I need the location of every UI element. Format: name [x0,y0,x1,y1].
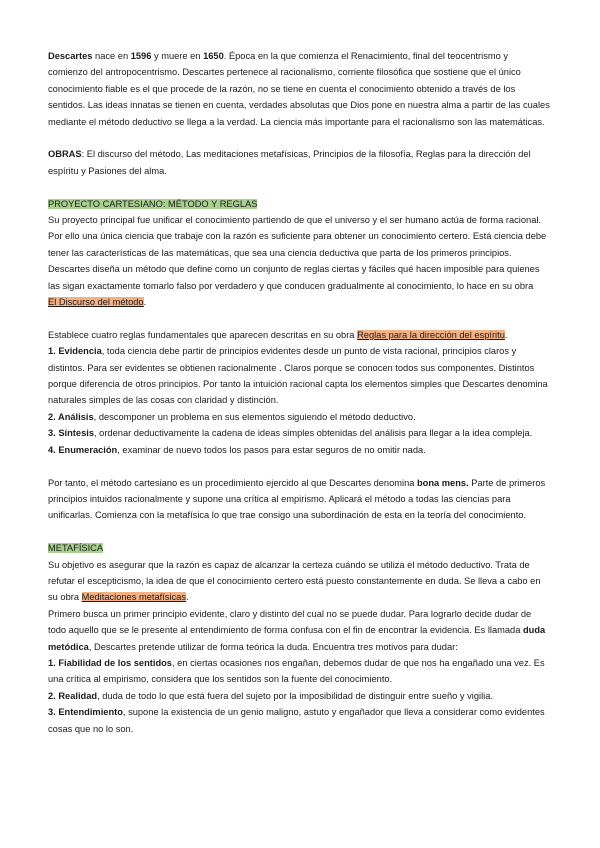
author-name: Descartes [48,51,93,61]
proyecto-paragraph-2: Descartes diseña un método que define como un conjunto de reglas ciertas y fáciles qué hacen imposible para quienes las sigan exactamente tomarlo falso por verdadero y que conducen gradualmente al conocimiento, lo hace en su obra El Discurso del método. [48,264,540,308]
reglas-intro: Establece cuatro reglas fundamentales que aparecen descritas en su obra Reglas para la dirección del espíritu. [48,329,508,340]
motive-item: 2. Realidad, duda de todo lo que está fuera del sujeto por la imposibilidad de distinguir entre sueño y vigilia. [48,690,493,701]
proyecto-conclusion: Por tanto, el método cartesiano es un procedimiento ejercido al que Descartes denomina bona mens. Parte de primeros principios intuidos racionalmente y supone una crítica al empirismo. Aplicará el método a todas las ciencias para unificarlas. Comienza con la metafísica lo que trae consigo una subordinación de esta en la teoría del conocimiento. [48,477,546,521]
intro-paragraph: Descartes nace en 1596 y muere en 1650. Época en la que comienza el Renacimiento, final del teocentrismo y comienzo del antropocentrismo. Descartes pertenece al racionalismo, corriente filosófica que sostiene que el único conocimiento fiable es el que procede de la razón, no se tiene en cuenta el conocimiento obtenido a través de los sentidos. Las ideas innatas se tienen en cuenta, verdades absolutas que Dios pone en nuestra alma a partir de las cuales mediante el método deductivo se llega a la verdad. La ciencia más importante para el racionalismo son las matemáticas. [48,51,550,127]
metafisica-paragraph-1: Su objetivo es asegurar que la razón es capaz de alcanzar la certeza cuándo se utiliza el método deductivo. Trata de refutar el escepticismo, la idea de que el conocimiento certero está puesto constantemente en duda. Se lleva a cabo en su obra Meditaciones metafísicas. [48,559,541,603]
reglas-direccion-link[interactable]: Reglas para la dirección del espíritu [357,329,505,340]
meditaciones-link[interactable]: Meditaciones metafísicas [81,592,186,603]
rule-item: 4. Enumeración, examinar de nuevo todos los pasos para estar seguros de no omitir nada. [48,444,426,455]
motive-item: 1. Fiabilidad de los sentidos, en ciertas ocasiones nos engañan, debemos dudar de que nos ha engañado una vez. Es una crítica al empirismo, considera que los sentidos son la fuente del conocimiento. [48,657,545,685]
metafisica-paragraph-2: Primero busca un primer principio evidente, claro y distinto del cual no se puede dudar. Para lograrlo decide dudar de todo aquello que se le presente al entendimiento de forma confusa con el fin de encontrar la evidencia. Es llamada duda metódica, Descartes pretende utilizar de forma teórica la duda. Encuentra tres motivos para dudar: [48,608,546,652]
motive-item: 3. Entendimiento, supone la existencia de un genio maligno, astuto y engañador que lleva a considerar como evidentes cosas que no lo son. [48,707,545,734]
rule-item: 2. Análisis, descomponer un problema en sus elementos siguiendo el método deductivo. [48,411,416,422]
discurso-metodo-link[interactable]: El Discurso del método [48,297,144,308]
rule-item: 1. Evidencia, toda ciencia debe partir de principios evidentes desde un punto de vista racional, principios claros y distintos. Para ser evidentes se obtienen racionalmente . Claros porque se conocen todos sus componentes. Distintos porque diferencia de otros principios. Por tanto la intuición racional capta los elementos simples que Descartes denomina naturales simples de las cosas con claridad y distinción. [48,346,548,406]
birth-year: 1596 [130,51,152,61]
obras-label: OBRAS [48,149,82,160]
proyecto-paragraph-1: Su proyecto principal fue unificar el conocimiento partiendo de que el universo y el ser humano actúa de forma racional. Por ello una única ciencia que trabaje con la razón es suficiente para obtener un conocimiento certero. Está ciencia debe tener las características de las matemáticas, que sea una ciencia deductiva que parta de los primeros principios. [48,215,547,258]
rule-item: 3. Síntesis, ordenar deductivamente la cadena de ideas simples obtenidas del análisis para llegar a la idea compleja. [48,428,533,439]
obras-paragraph: OBRAS: El discurso del método, Las meditaciones metafísicas, Principios de la filosofía, Reglas para la dirección del espíritu y Pasiones del alma. [48,149,531,176]
section-heading-metafisica: METAFÍSICA [48,543,104,554]
section-heading-proyecto: PROYECTO CARTESIANO: MÉTODO Y REGLAS [48,198,258,209]
death-year: 1650 [203,51,224,61]
document-body [48,48,550,737]
